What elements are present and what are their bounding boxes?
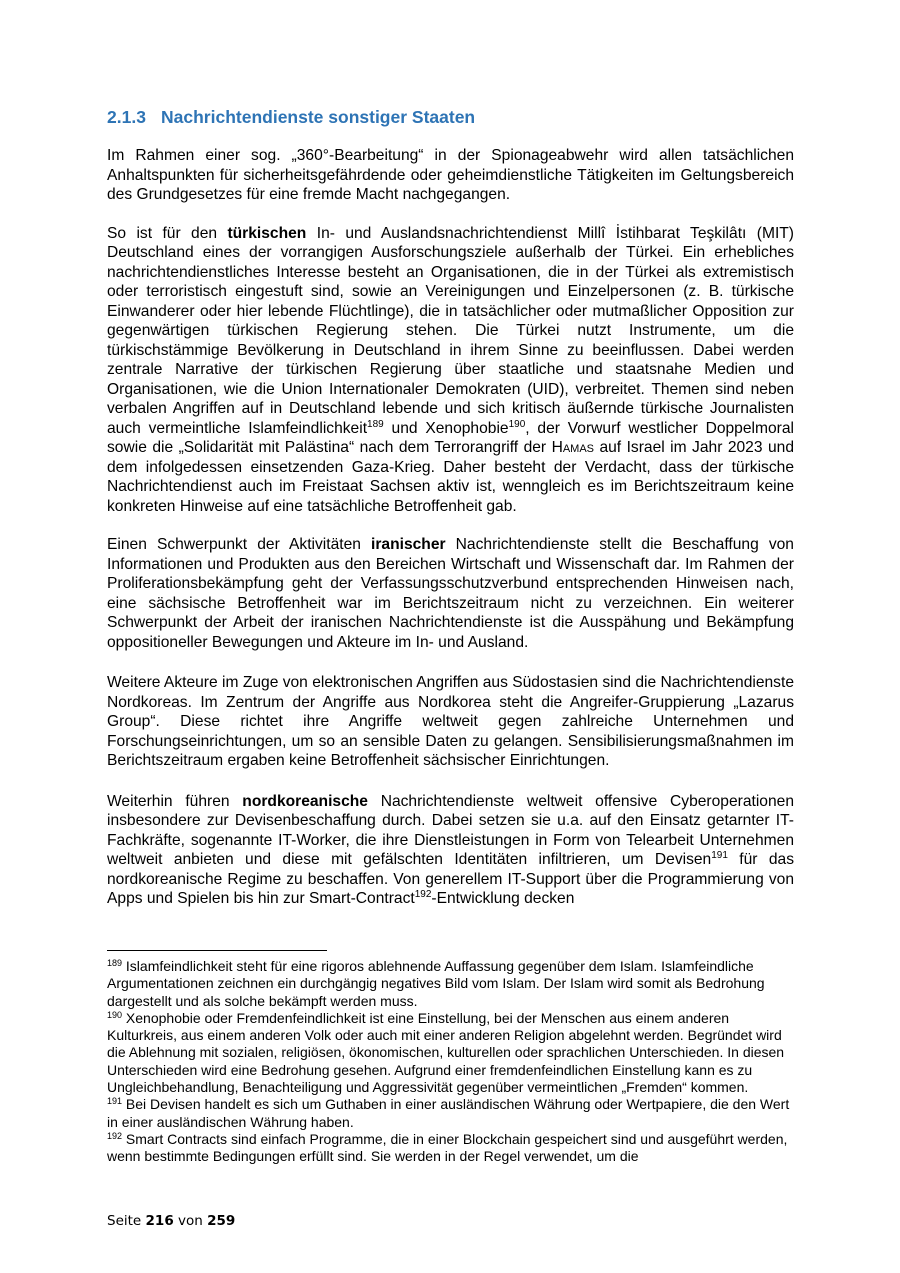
footnote-number: 189: [107, 958, 123, 968]
text-run: , der Vorwurf westlicher Doppelmoral sowie die „Solidarität mit Palästina“ nach dem Terrorangriff der: [107, 419, 794, 456]
footnote-ref-191[interactable]: 191: [711, 850, 728, 861]
footnotes: [107, 958, 794, 1166]
section-title: Nachrichtendienste sonstiger Staaten: [161, 107, 476, 127]
bold-keyword: nordkoreanische: [242, 792, 368, 810]
footnote-number: 192: [107, 1130, 123, 1141]
footer-prefix: Seite: [107, 1213, 146, 1229]
text-run: Nachrichtendienste stellt die Beschaffung von Informationen und Produkten aus den Bereichen Wirtschaft und Wissenschaft dar. Im Rahmen der Proliferationsbekämpfung geht der Verfassungsschutzverbund entsprechenden Hinweisen nach, eine sächsische Betroffenheit war im Berichtszeitraum nicht zu verzeichnen. Ein weiterer Schwerpunkt der Arbeit der iranischen Nachrichtendienste ist die Ausspähung und Bekämpfung oppositioneller Bewegungen und Akteure im In- und Ausland.: [107, 536, 794, 651]
footnote-text: Islamfeindlichkeit steht für eine rigoros ablehnende Auffassung gegenüber dem Islam. Islamfeindliche Argumentationen zeichnen ein durchgängig negatives Bild vom Islam. Der Islam wird somit als Bedrohung dargestellt und als solche bekämpft werden muss.: [107, 958, 765, 1009]
footnote-189: [107, 958, 794, 1010]
footer-middle: von: [173, 1213, 208, 1229]
body-text: [107, 146, 794, 909]
footnote-text: Xenophobie oder Fremdenfeindlichkeit ist eine Einstellung, bei der Menschen aus einem anderen Kulturkreis, aus einem anderen Volk oder auch mit einer anderen Religion abgelehnt werden. Begründet wird die Ablehnung mit sozialen, religiösen, ökonomischen, kulturellen oder sprachlichen Unterschieden. In diesen Unterschieden wird eine Bedrohung gesehen. Aufgrund einer fremdenfeindlichen Einstellung kann es zu Ungleichbehandlung, Benachteiligung und Aggressivität gegenüber vermeintlichen „Fremden“ kommen.: [107, 1009, 785, 1096]
footnote-ref-189[interactable]: 189: [367, 418, 384, 430]
footnote-ref-192[interactable]: 192: [414, 889, 432, 900]
footnote-192: [107, 1131, 794, 1166]
footnote-number: 190: [107, 1009, 123, 1020]
small-caps-name: Hamas: [551, 439, 594, 456]
section-heading: [107, 107, 475, 128]
text-run: und Xenophobie: [383, 419, 509, 437]
text-run: In- und Auslandsnachrichtendienst Millî İstihbarat Teşkilâtı (MIT) Deutschland eines der vorrangigen Ausforschungsziele außerhalb der Türkei. Ein erhebliches nachrichtendienstliches Interesse besteht an Organisationen, die in der Türkei als extremistisch oder terroristisch eingestuft sind, sowie an Vereinigungen und Einzelpersonen (z. B. türkische Einwanderer oder hier lebende Flüchtlinge), die in tatsächlicher oder mutmaßlicher Opposition zur gegenwärtigen türkischen Regierung stehen. Die Türkei nutzt Instrumente, um die türkischstämmige Bevölkerung in Deutschland in ihrem Sinne zu beeinflussen. Dabei werden zentrale Narrative der türkischen Regierung über staatliche und staatsnahe Medien und Organisationen, wie die Union Internationaler Demokraten (UID), verbreitet. Themen sind neben verbalen Angriffen auf in Deutschland lebende und sich kritisch äußernde türkische Journalisten auch vermeintliche Islamfeindlichkeit: [107, 224, 794, 437]
paragraph-nordkorea-akteure: [107, 673, 794, 771]
page-footer: [107, 1213, 235, 1229]
text-run: Einen Schwerpunkt der Aktivitäten: [107, 536, 372, 553]
footnote-ref-190[interactable]: 190: [508, 418, 526, 430]
paragraph-nordkorea-cyber: [107, 792, 794, 909]
bold-keyword: türkischen: [227, 224, 307, 242]
total-page-count: 259: [207, 1213, 236, 1229]
paragraph-tuerkei: [107, 224, 794, 517]
paragraph-iran: [107, 535, 794, 652]
bold-keyword: iranischer: [371, 536, 446, 553]
footnote-191: [107, 1096, 794, 1131]
footnote-number: 191: [107, 1096, 123, 1107]
paragraph-360-bearbeitung: [107, 146, 794, 205]
footnote-190: [107, 1010, 794, 1096]
footnote-text: Bei Devisen handelt es sich um Guthaben in einer ausländischen Währung oder Wertpapiere, die den Wert in einer ausländischen Währung haben.: [107, 1096, 790, 1130]
text-run: für das nordkoreanische Regime zu beschaffen. Von generellem IT-Support über die Programmierung von Apps und Spielen bis hin zur Smart-Contract: [107, 851, 794, 907]
text-run: auf Israel im Jahr 2023 und dem infolgedessen einsetzenden Gaza-Krieg. Daher besteht der Verdacht, dass der türkische Nachrichtendienst auch im Freistaat Sachsen aktiv ist, wenngleich es im Berichtszeitraum keine konkreten Hinweise auf eine tatsächliche Betroffenheit gab.: [107, 439, 794, 515]
text-run: Nachrichtendienste weltweit offensive Cyberoperationen insbesondere zur Devisenbeschaffung durch. Dabei setzen sie u.a. auf den Einsatz getarnter IT-Fachkräfte, sogenannte IT-Worker, die ihre Dienstleistungen in Form von Telearbeit Unternehmen weltweit anbieten und diese mit gefälschten Identitäten infiltrieren, um Devisen: [107, 792, 794, 868]
current-page-number: 216: [145, 1213, 174, 1229]
footnote-text: Smart Contracts sind einfach Programme, die in einer Blockchain gespeichert sind und ausgeführt werden, wenn bestimmte Bedingungen erfüllt sind. Sie werden in der Regel verwendet, um die: [107, 1130, 788, 1165]
footnote-divider: [107, 950, 327, 951]
text-run: -Entwicklung decken: [431, 890, 575, 907]
paragraph-text: Im Rahmen einer sog. „360°-Bearbeitung“ in der Spionageabwehr wird allen tatsächlichen Anhaltspunkten für sicherheitsgefährdende oder geheimdienstliche Tätigkeiten im Geltungsbereich des Grundgesetzes für eine fremde Macht nachgegangen.: [107, 147, 794, 203]
text-run: So ist für den: [107, 224, 228, 242]
paragraph-text: Weitere Akteure im Zuge von elektronischen Angriffen aus Südostasien sind die Nachrichtendienste Nordkoreas. Im Zentrum der Angriffe aus Nordkorea steht die Angreifer-Gruppierung „Lazarus Group“. Diese richtet ihre Angriffe weltweit gegen zahlreiche Unternehmen und Forschungseinrichtungen, um so an sensible Daten zu gelangen. Sensibilisierungsmaßnahmen im Berichtszeitraum ergaben keine Betroffenheit sächsischer Einrichtungen.: [107, 674, 794, 769]
text-run: Weiterhin führen: [107, 792, 243, 810]
section-number: 2.1.3: [107, 107, 146, 127]
